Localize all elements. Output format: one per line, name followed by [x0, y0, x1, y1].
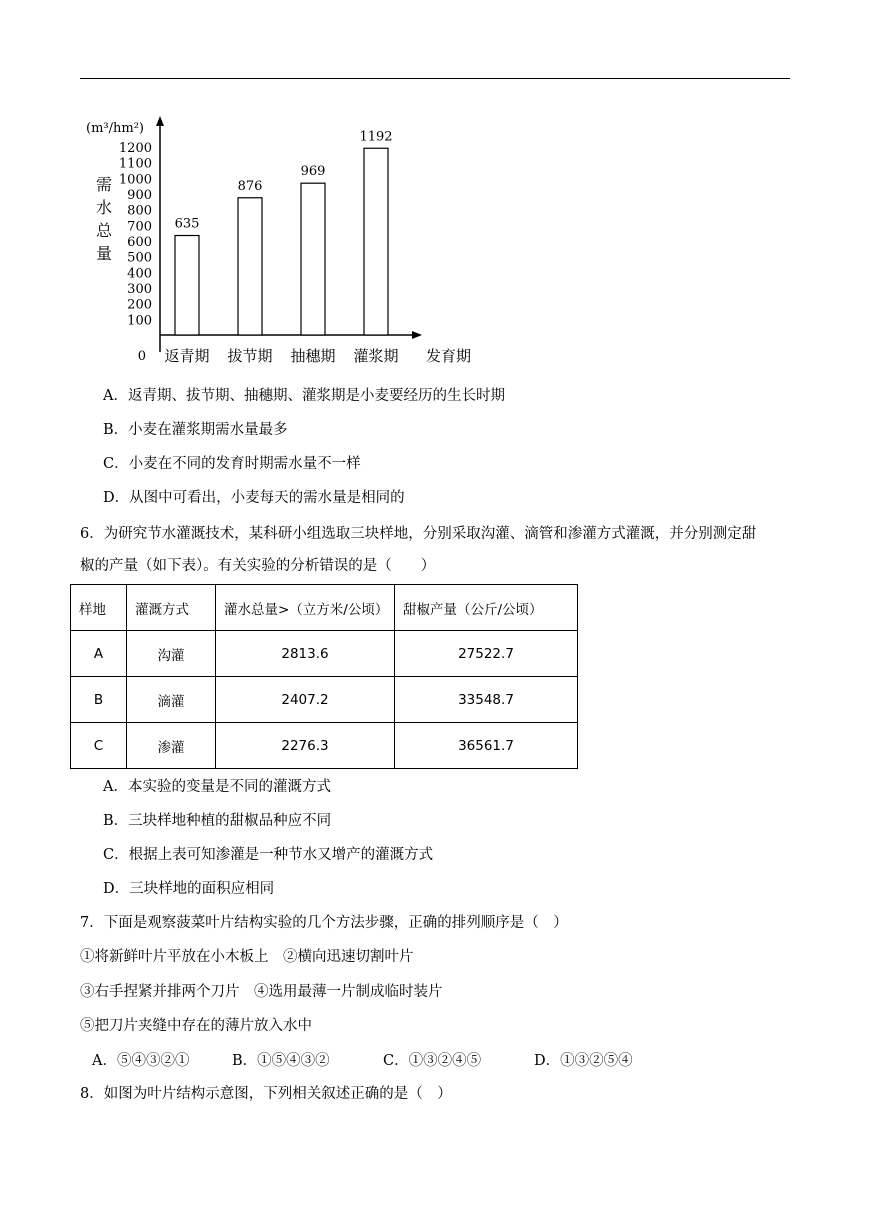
bar-value-label: 635: [174, 216, 200, 232]
q5-option-c[interactable]: C．小麦在不同的发育时期需水量不一样: [103, 456, 361, 472]
table-header-cell: 灌水总量>（立方米/公顷）: [216, 585, 395, 631]
y-axis-title-char: 量: [96, 244, 113, 263]
table-cell: A: [71, 631, 127, 677]
table-cell: 滴灌: [127, 677, 216, 723]
y-tick-label: 1000: [118, 172, 152, 188]
q7-option-a[interactable]: A．⑤④③②①: [92, 1053, 190, 1069]
q7-steps-line3: ⑤把刀片夹缝中存在的薄片放入水中: [80, 1018, 312, 1034]
q8-stem: 8．如图为叶片结构示意图，下列相关叙述正确的是（ ）: [80, 1086, 452, 1102]
q5-option-a[interactable]: A．返青期、拔节期、抽穗期、灌浆期是小麦要经历的生长时期: [103, 388, 505, 404]
irrigation-table: [70, 584, 578, 769]
category-label: 返青期: [164, 347, 210, 365]
y-axis-title-char: 需: [96, 175, 113, 194]
category-label: 抽穗期: [290, 347, 336, 365]
x-axis-arrow: [412, 331, 422, 339]
bar: [175, 236, 199, 335]
y-tick-label: 1100: [118, 156, 152, 172]
q6-option-d[interactable]: D．三块样地的面积应相同: [103, 881, 275, 897]
q6-stem-line2: 椒的产量（如下表）。有关实验的分析错误的是（ ）: [80, 558, 436, 574]
q5-option-d[interactable]: D．从图中可看出，小麦每天的需水量是相同的: [103, 490, 405, 506]
table-cell: 2407.2: [216, 677, 395, 723]
y-axis-title-char: 总: [96, 221, 113, 240]
y-tick-label: 100: [127, 313, 152, 329]
y-tick-label: 1200: [118, 141, 152, 156]
y-tick-label: 300: [127, 282, 152, 297]
bar: [301, 183, 325, 335]
y-tick-label: 700: [127, 219, 152, 235]
chart-unit-label: (m³/hm²): [86, 121, 144, 136]
table-cell: 27522.7: [395, 631, 578, 677]
table-row: [71, 631, 578, 677]
water-demand-bar-chart: [80, 112, 500, 372]
table-cell: 33548.7: [395, 677, 578, 723]
y-tick-label: 400: [127, 266, 152, 282]
q7-option-b[interactable]: B．①⑤④③②: [232, 1053, 330, 1069]
bar-value-label: 876: [237, 178, 263, 194]
bar-value-label: 1192: [359, 129, 393, 145]
table-row: [71, 677, 578, 723]
table-cell: C: [71, 723, 127, 769]
table-cell: 渗灌: [127, 723, 216, 769]
y-tick-label: 600: [127, 235, 152, 250]
y-tick-label: 500: [127, 250, 152, 266]
y-tick-label: 0: [137, 349, 146, 364]
q6-option-b[interactable]: B．三块样地种植的甜椒品种应不同: [103, 813, 332, 829]
bar: [238, 198, 262, 335]
y-axis-title: [96, 175, 113, 263]
table-row: [71, 723, 578, 769]
q5-option-b[interactable]: B．小麦在灌浆期需水量最多: [103, 422, 288, 438]
bar-value-label: 969: [300, 164, 326, 180]
category-label: 拔节期: [227, 347, 273, 365]
table-header-cell: 灌溉方式: [127, 585, 216, 631]
y-axis-title-char: 水: [96, 198, 113, 217]
y-tick-label: 800: [127, 203, 152, 219]
table-header-row: [71, 585, 578, 631]
table-cell: B: [71, 677, 127, 723]
table-cell: 36561.7: [395, 723, 578, 769]
y-tick-labels: [119, 141, 152, 364]
bars: [175, 129, 393, 335]
q6-option-c[interactable]: C．根据上表可知渗灌是一种节水又增产的灌溉方式: [103, 847, 434, 863]
q6-option-a[interactable]: A．本实验的变量是不同的灌溉方式: [103, 779, 331, 795]
y-tick-label: 200: [127, 297, 152, 313]
category-labels: [164, 347, 398, 365]
q6-stem-line1: 6．为研究节水灌溉技术，某科研小组选取三块样地，分别采取沟灌、滴管和渗灌方式灌溉，并分别测定甜: [80, 526, 757, 542]
table-header-cell: 甜椒产量（公斤/公顷）: [395, 585, 578, 631]
q7-steps-line1: ①将新鲜叶片平放在小木板上 ②横向迅速切割叶片: [80, 949, 414, 965]
table-cell: 2813.6: [216, 631, 395, 677]
category-label: 灌浆期: [353, 347, 399, 365]
header-rule: [80, 78, 790, 79]
q7-stem: 7．下面是观察菠菜叶片结构实验的几个方法步骤，正确的排列顺序是（ ）: [80, 915, 568, 931]
q7-option-c[interactable]: C．①③②④⑤: [383, 1053, 482, 1069]
y-axis-arrow: [156, 116, 164, 126]
table-header-cell: 样地: [71, 585, 127, 631]
bar: [364, 148, 388, 335]
q7-option-d[interactable]: D．①③②⑤④: [534, 1053, 633, 1069]
table-cell: 2276.3: [216, 723, 395, 769]
y-tick-label: 900: [127, 188, 152, 203]
q7-steps-line2: ③右手捏紧并排两个刀片 ④选用最薄一片制成临时装片: [80, 984, 443, 1000]
table-cell: 沟灌: [127, 631, 216, 677]
x-axis-title: 发育期: [426, 347, 472, 365]
